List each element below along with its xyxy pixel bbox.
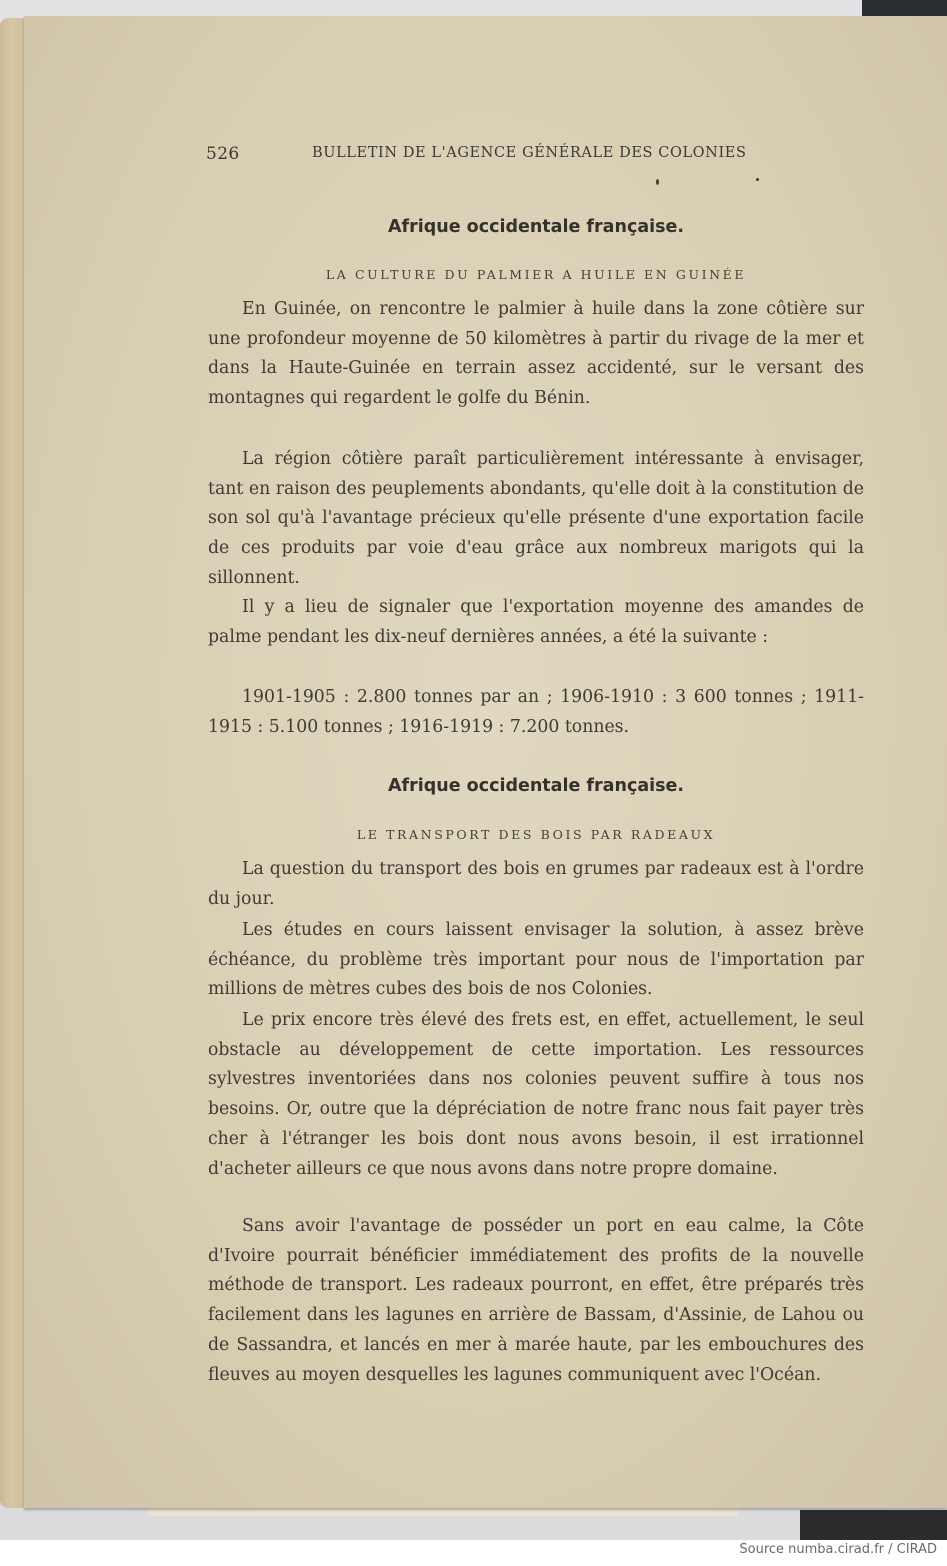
ink-speck [756,178,759,181]
page-number: 526 [206,144,240,164]
article-1-paragraph: La région côtière paraît particulièrement intéressante à envisager, tant en raison des peuplements abondants, qu'elle doit à la constitution de son sol qu'à l'avantage précieux qu'elle présente d'une exportation facile de ces produits par voie d'eau grâce aux nombreux marigots qui la sillonnent. [208,449,864,588]
article-2-subheading: LE TRANSPORT DES BOIS PAR RADEAUX [356,827,716,842]
article-1-heading: Afrique occidentale française. [387,217,685,237]
book-page-edges [0,18,26,1508]
scan-background-dark-corner [800,1510,947,1540]
article-2-paragraph: Sans avoir l'avantage de posséder un port en eau calme, la Côte d'Ivoire pourrait bénéficier immédiatement des profits de la nouvelle méthode de transport. Les radeaux pourront, en effet, être préparés très facilement dans les lagunes en arrière de Bassam, d'Assinie, de Lahou ou de Sassandra, et lancés en mer à marée haute, par les embouchures des fleuves au moyen desquelles les lagunes communiquent avec l'Océan. [208,1216,864,1385]
article-1-paragraph: Il y a lieu de signaler que l'exportation moyenne des amandes de palme pendant les dix-neuf dernières années, a été la suivante : [208,597,864,647]
article-2-paragraph: La question du transport des bois en grumes par radeaux est à l'ordre du jour. [208,859,864,909]
ink-speck [656,179,659,185]
article-2-paragraph: Le prix encore très élevé des frets est, en effet, actuellement, le seul obstacle au développement de cette importation. Les ressources sylvestres inventoriées dans nos colonies peuvent suffire à tous nos besoins. Or, outre que la dépréciation de notre franc nous fait payer très cher à l'étranger les bois dont nous avons besoin, il est irrationnel d'acheter ailleurs ce que nous avons dans notre propre domaine. [208,1010,864,1179]
running-head [206,144,766,166]
running-head-title: BULLETIN DE L'AGENCE GÉNÉRALE DES COLONIES [312,145,747,161]
export-figures-paragraph: 1901-1905 : 2.800 tonnes par an ; 1906-1910 : 3 600 tonnes ; 1911-1915 : 5.100 tonnes ; 1916-1919 : 7.200 tonnes. [208,687,864,737]
article-2-heading: Afrique occidentale française. [387,776,685,796]
underlying-page-edge [148,1507,738,1516]
article-2-paragraph: Les études en cours laissent envisager la solution, à assez brève échéance, du problème très important pour nous de l'importation par millions de mètres cubes des bois de nos Colonies. [208,920,864,1000]
source-credit: Source numba.cirad.fr / CIRAD [739,1542,937,1557]
article-1-paragraph: En Guinée, on rencontre le palmier à huile dans la zone côtière sur une profondeur moyenne de 50 kilomètres à partir du rivage de la mer et dans la Haute-Guinée en terrain assez accidenté, sur le versant des montagnes qui regardent le golfe du Bénin. [208,299,864,409]
article-1-subheading: LA CULTURE DU PALMIER A HUILE EN GUINÉE [325,267,747,282]
